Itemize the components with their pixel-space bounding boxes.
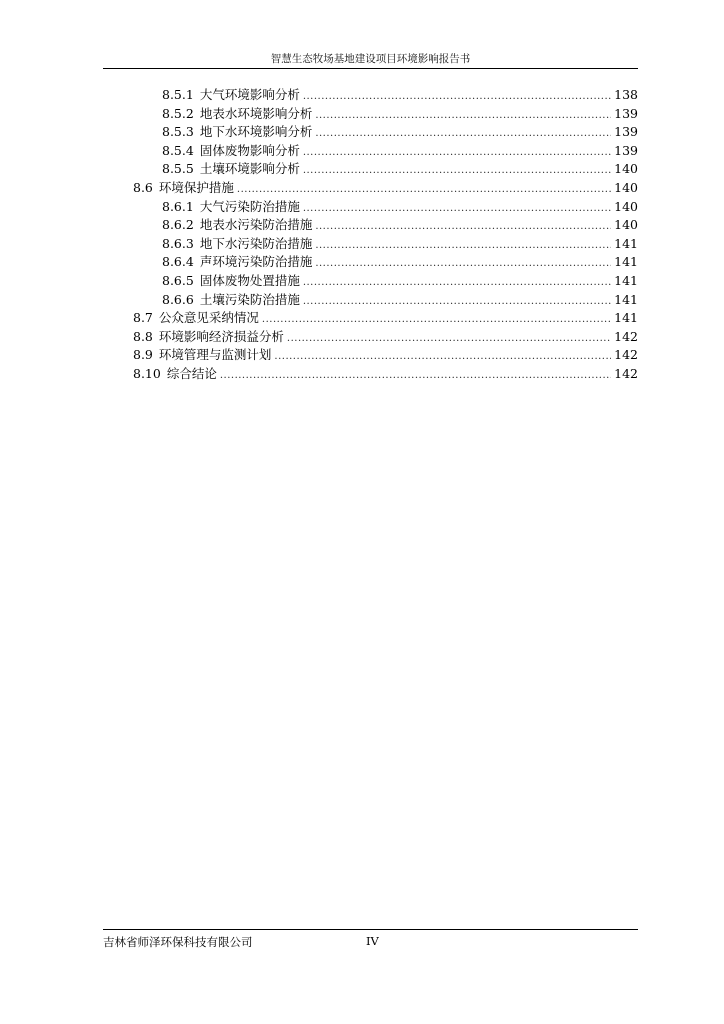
page-header (103, 50, 638, 69)
page-number: IV (366, 934, 379, 948)
toc-entry-title: 地下水污染防治措施 (199, 235, 313, 251)
toc-entry-title: 地表水环境影响分析 (199, 105, 313, 121)
toc-entry-number: 8.5.2 (162, 105, 194, 121)
toc-entry-number: 8.6 (133, 180, 153, 195)
toc-entry[interactable] (162, 105, 638, 124)
toc-entry-page: 139 (614, 124, 638, 140)
toc-entry[interactable] (162, 86, 638, 105)
toc-entry[interactable] (162, 123, 638, 142)
toc-entry[interactable] (162, 253, 638, 272)
toc-entry-number: 8.6.5 (162, 273, 194, 288)
toc-entry-number: 8.6.6 (162, 291, 194, 307)
toc-entry-page: 140 (614, 180, 638, 195)
toc-entry-page: 139 (614, 105, 638, 121)
toc-entry-page: 142 (614, 347, 638, 363)
toc-entry[interactable] (133, 309, 638, 328)
toc-entry-title: 土壤污染防治措施 (199, 291, 300, 307)
toc-entry-title: 地表水污染防治措施 (199, 217, 313, 233)
toc-entry[interactable] (162, 235, 638, 254)
toc-entry-page: 141 (614, 291, 638, 307)
toc-entry-title: 声环境污染防治措施 (199, 254, 313, 270)
toc-entry-page: 139 (614, 142, 638, 158)
document-title: 智慧生态牧场基地建设项目环境影响报告书 (270, 53, 471, 65)
toc-entry-title: 环境保护措施 (158, 180, 234, 195)
page-footer (103, 929, 638, 954)
toc-entry-number: 8.5.1 (162, 87, 194, 102)
toc-entry-title: 固体废物处置措施 (199, 273, 300, 288)
toc-entry[interactable] (162, 272, 638, 291)
toc-entry-title: 公众意见采纳情况 (158, 310, 259, 326)
toc-entry-page: 140 (614, 161, 638, 177)
toc-entry-number: 8.5.4 (162, 142, 194, 158)
toc-entry-number: 8.5.3 (162, 124, 194, 140)
toc-entry-title: 大气污染防治措施 (199, 198, 300, 214)
toc-entry-page: 141 (614, 273, 638, 288)
toc-entry-number: 8.7 (133, 310, 153, 326)
toc-entry-page: 141 (614, 254, 638, 270)
toc-entry[interactable] (133, 179, 638, 198)
toc-entry-title: 地下水环境影响分析 (199, 124, 313, 140)
toc-entry[interactable] (162, 160, 638, 179)
toc-entry-page: 140 (614, 217, 638, 233)
toc-entry[interactable] (133, 365, 638, 384)
toc-entry[interactable] (162, 142, 638, 161)
toc-entry-title: 固体废物影响分析 (199, 142, 300, 158)
toc-entry-number: 8.9 (133, 347, 153, 363)
toc-entry-title: 土壤环境影响分析 (199, 161, 300, 177)
toc-entry-page: 142 (614, 328, 638, 344)
toc-entry-number: 8.10 (133, 366, 161, 381)
toc-entry-title: 环境管理与监测计划 (158, 347, 272, 363)
toc-entry-page: 141 (614, 310, 638, 326)
toc-leader-dots (220, 367, 611, 386)
toc-entry-number: 8.6.3 (162, 235, 194, 251)
toc-entry-number: 8.8 (133, 328, 153, 344)
toc-entry[interactable] (162, 291, 638, 310)
toc-entry-page: 141 (614, 235, 638, 251)
toc-entry-title: 综合结论 (166, 366, 217, 381)
toc-entry-number: 8.5.5 (162, 161, 194, 177)
company-name: 吉林省师泽环保科技有限公司 (103, 935, 253, 949)
toc-entry-number: 8.6.2 (162, 217, 194, 233)
toc-entry-page: 138 (614, 87, 638, 102)
toc-entry[interactable] (162, 198, 638, 217)
toc-entry-page: 140 (614, 198, 638, 214)
toc-entry[interactable] (133, 346, 638, 365)
toc-entry-title: 大气环境影响分析 (199, 87, 300, 102)
toc-entry-page: 142 (614, 366, 638, 381)
toc-entry-number: 8.6.4 (162, 254, 194, 270)
toc-entry[interactable] (162, 216, 638, 235)
toc-entry-title: 环境影响经济损益分析 (158, 328, 284, 344)
toc-entry-number: 8.6.1 (162, 198, 194, 214)
toc-entry[interactable] (133, 328, 638, 347)
